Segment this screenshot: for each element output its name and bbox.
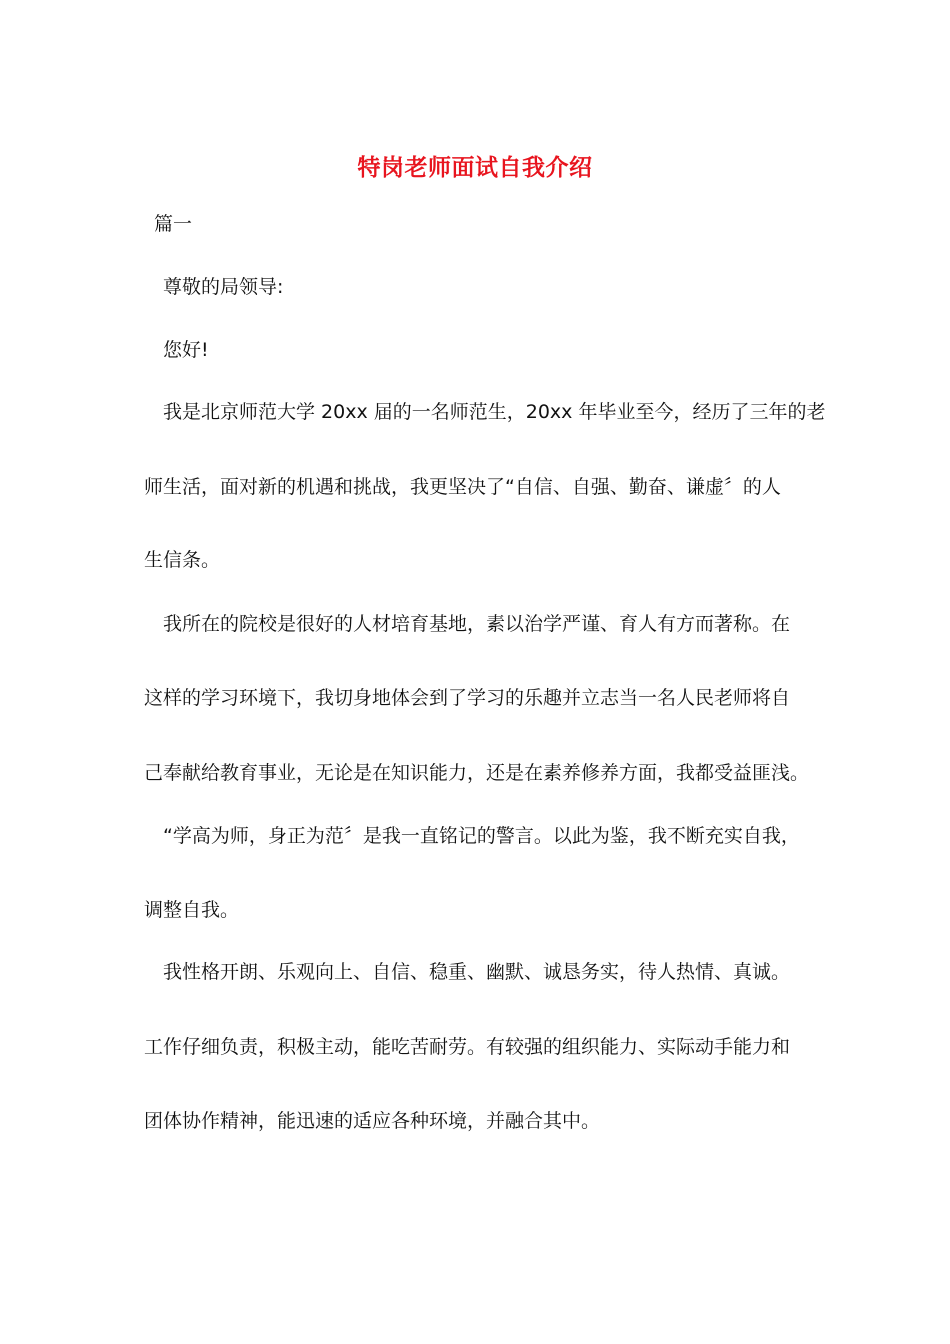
salutation-line: 您好! [163, 339, 209, 361]
document-title: 特岗老师面试自我介绍 [357, 154, 593, 181]
paragraph-4-line-1: 我性格开朗、乐观向上、自信、稳重、幽默、诚恳务实，待人热情、真诚。 [163, 961, 791, 983]
paragraph-3-line-1: “学高为师，身正为范〞是我一直铭记的警言。以此为鉴，我不断充实自我， [163, 825, 800, 847]
paragraph-1-line-2: 师生活，面对新的机遇和挑战，我更坚决了“自信、自强、勤奋、谦虚〞的人 [144, 476, 781, 498]
paragraph-1-line-1: 我是北京师范大学 20xx 届的一名师范生，20xx 年毕业至今，经历了三年的老 [163, 401, 826, 423]
paragraph-2-line-1: 我所在的院校是很好的人材培育基地，素以治学严谨、育人有方而著称。在 [163, 613, 791, 635]
paragraph-4-line-3: 团体协作精神，能迅速的适应各种环境，并融合其中。 [144, 1110, 601, 1132]
section-label: 篇一 [154, 213, 193, 235]
paragraph-2-line-2: 这样的学习环境下，我切身地体会到了学习的乐趣并立志当一名人民老师将自 [144, 687, 791, 709]
paragraph-2-line-3: 己奉献给教育事业，无论是在知识能力，还是在素养修养方面，我都受益匪浅。 [144, 762, 810, 784]
greeting-line: 尊敬的局领导: [163, 276, 284, 298]
paragraph-1-line-3: 生信条。 [144, 549, 221, 571]
paragraph-3-line-2: 调整自我。 [144, 899, 240, 921]
paragraph-4-line-2: 工作仔细负责，积极主动，能吃苦耐劳。有较强的组织能力、实际动手能力和 [144, 1036, 791, 1058]
